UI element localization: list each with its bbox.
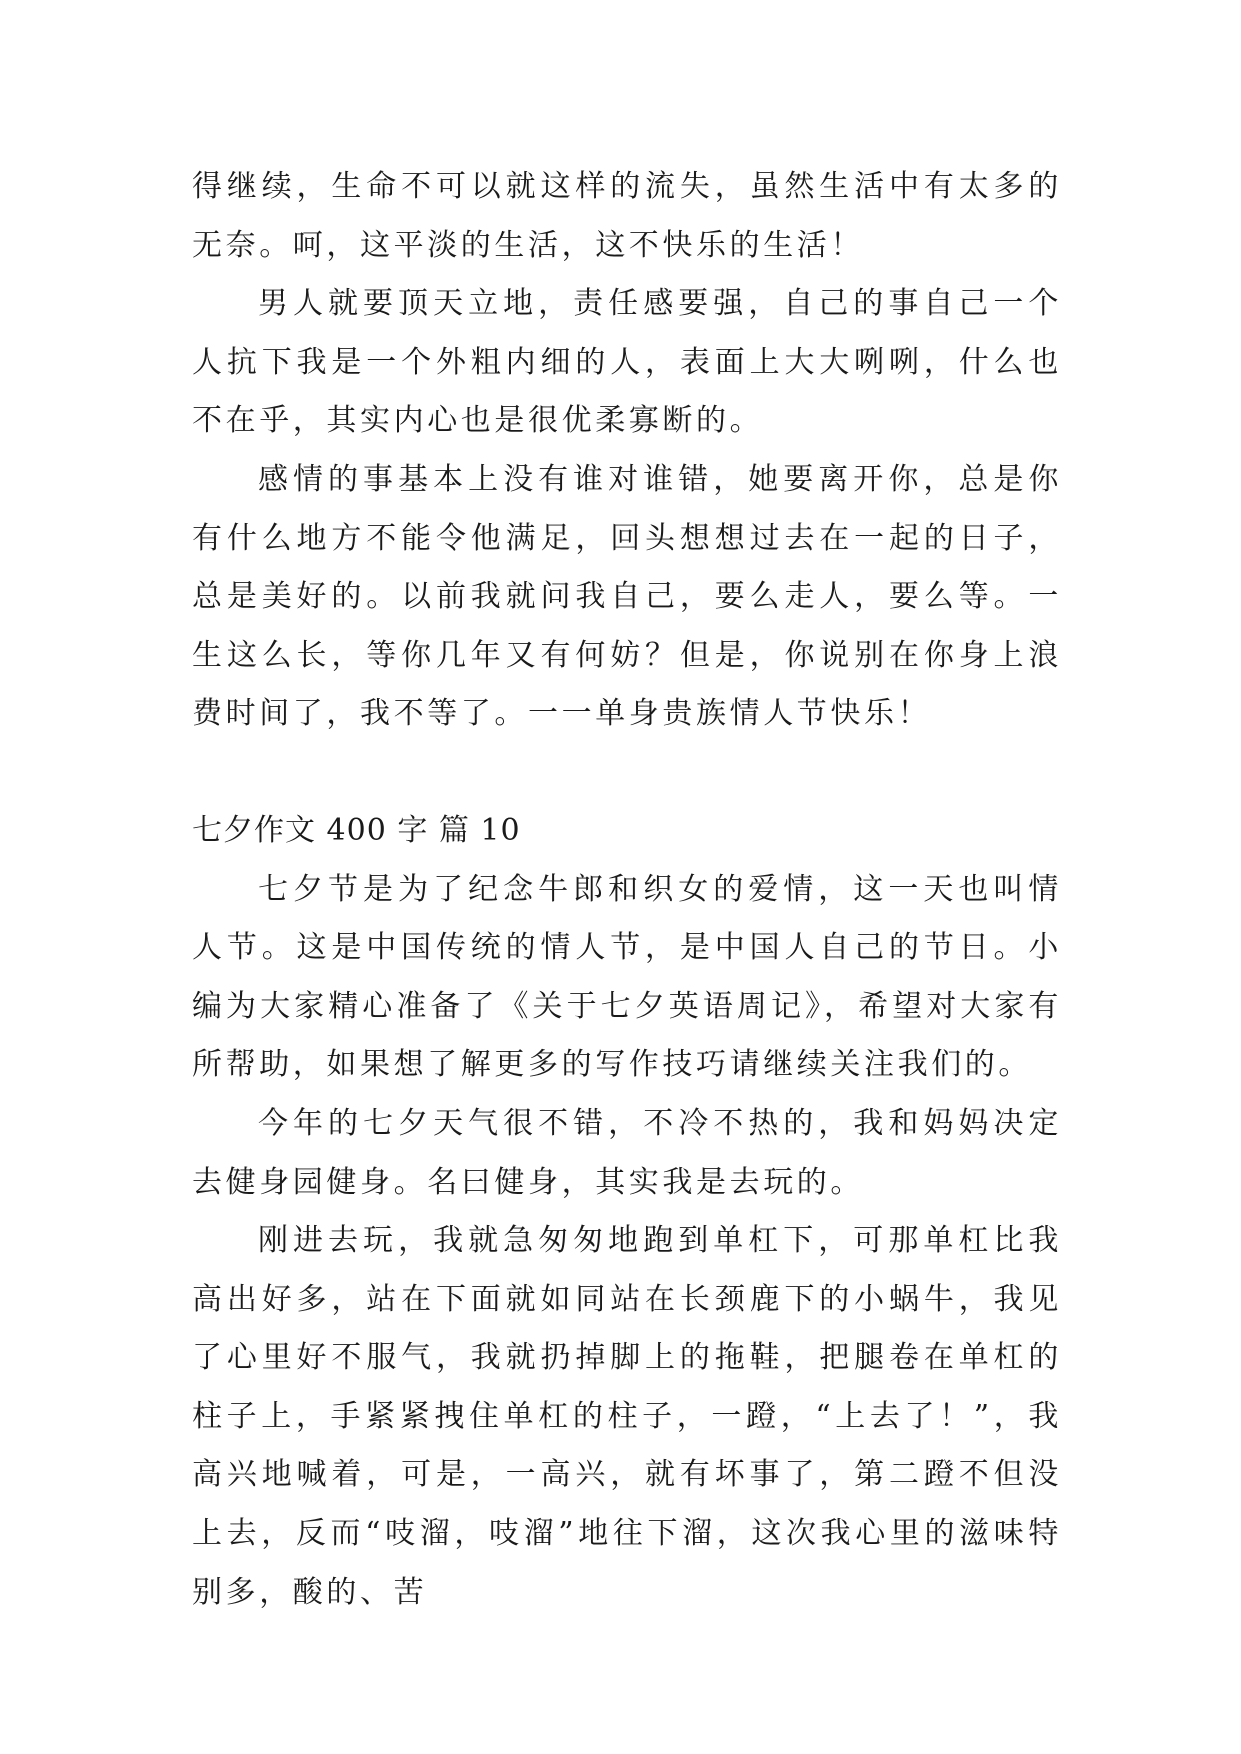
paragraph-2: 男人就要顶天立地，责任感要强，自己的事自己一个人抗下我是一个外粗内细的人，表面上大大咧咧，什么也不在乎，其实内心也是很优柔寡断的。	[192, 286, 1062, 439]
paragraph-3: 感情的事基本上没有谁对谁错，她要离开你，总是你有什么地方不能令他满足，回头想想过去在一起的日子，总是美好的。以前我就问我自己，要么走人，要么等。一生这么长，等你几年又有何妨？但是，你说别在你身上浪费时间了，我不等了。一一单身贵族情人节快乐！	[192, 461, 1062, 732]
paragraph-5: 今年的七夕天气很不错，不冷不热的，我和妈妈决定去健身园健身。名曰健身，其实我是去玩的。	[192, 1105, 1062, 1200]
section-title: 七夕作文 400 字 篇 10	[192, 812, 521, 848]
paragraph-1: 得继续，生命不可以就这样的流失，虽然生活中有太多的无奈。呵，这平淡的生活，这不快乐的生活！	[192, 169, 1062, 263]
paragraph-4: 七夕节是为了纪念牛郎和织女的爱情，这一天也叫情人节。这是中国传统的情人节，是中国人自己的节日。小编为大家精心准备了《关于七夕英语周记》，希望对大家有所帮助，如果想了解更多的写作技巧请继续关注我们的。	[192, 871, 1062, 1083]
document-page	[192, 158, 1062, 1622]
paragraph-6: 刚进去玩，我就急匆匆地跑到单杠下，可那单杠比我高出好多，站在下面就如同站在长颈鹿下的小蜗牛，我见了心里好不服气，我就扔掉脚上的拖鞋，把腿卷在单杠的柱子上，手紧紧拽住单杠的柱子，一蹬，“上去了！”，我高兴地喊着，可是，一高兴，就有坏事了，第二蹬不但没上去，反而“吱溜，吱溜”地往下溜，这次我心里的滋味特别多，酸的、苦	[192, 1223, 1062, 1610]
